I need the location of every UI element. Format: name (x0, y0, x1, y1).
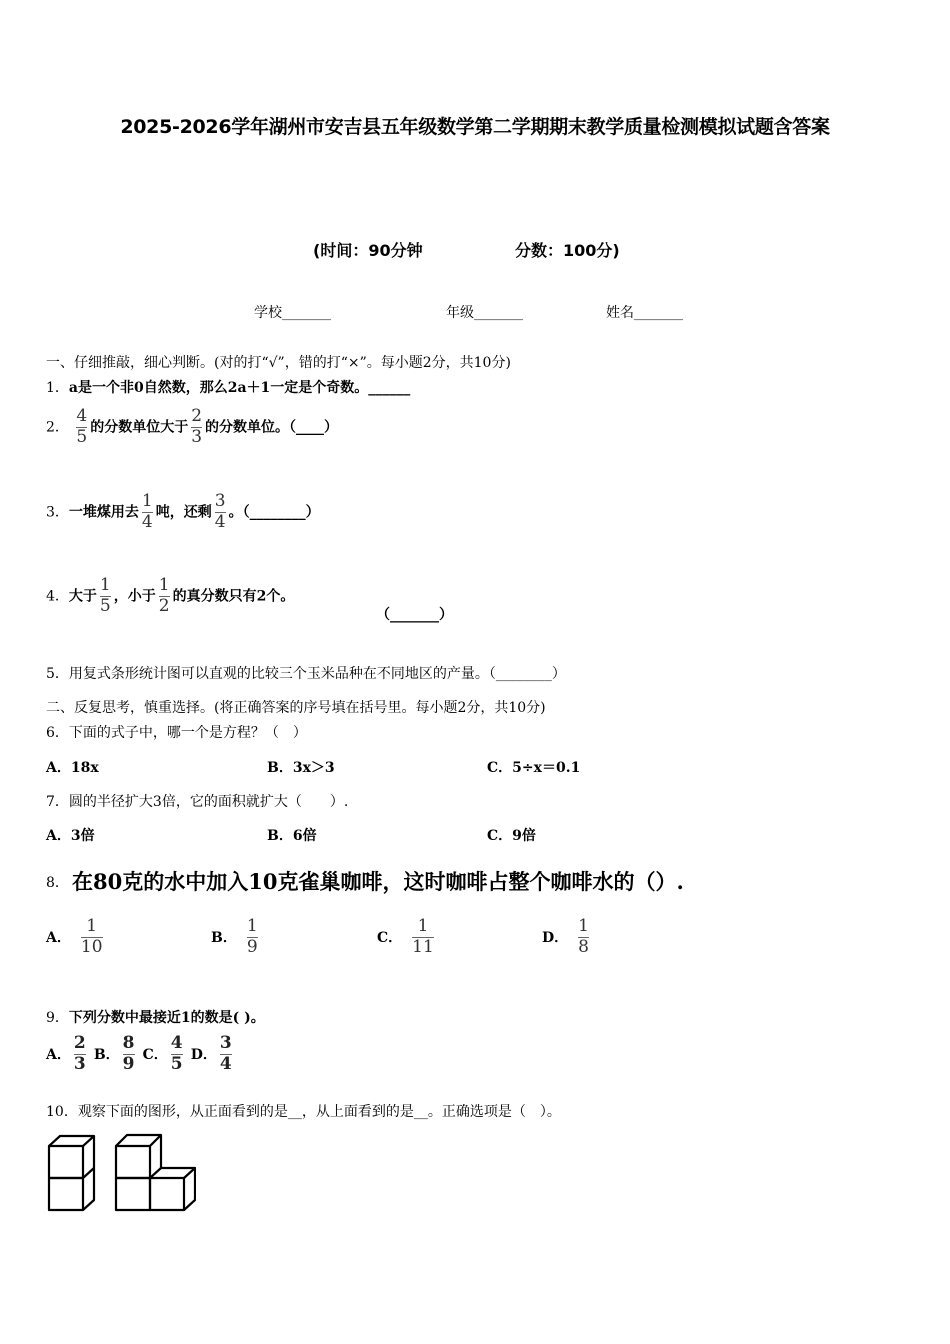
option-a: A．18x (46, 760, 99, 776)
option-a: A．3倍 (46, 828, 95, 844)
option-b: B． (93, 1046, 120, 1063)
option-c: C．9倍 (487, 828, 536, 844)
fraction: $\frac{3}{4}$ (219, 1033, 232, 1074)
question-number: 3． (46, 504, 69, 521)
question-number: 2． (46, 419, 69, 436)
exam-time: (时间：90分钟 (313, 241, 423, 260)
question-text: 的真分数只有2个。 (172, 588, 295, 605)
question-text: 下面的式子中，哪一个是方程？（ ） (68, 725, 307, 741)
question-6 (46, 722, 307, 742)
question-number: 1． (46, 380, 69, 396)
page-title: 2025-2026学年湖州市安吉县五年级数学第二学期期末教学质量检测模拟试题含答案 (120, 116, 830, 138)
question-number: 7． (46, 794, 69, 810)
cube-top (150, 1168, 195, 1178)
cube-face (116, 1146, 150, 1178)
question-number: 10． (46, 1104, 78, 1120)
cube-face (49, 1146, 83, 1178)
option-b: B． $\frac{1}{9}$ (211, 916, 258, 957)
cube-face (49, 1178, 83, 1210)
school-field: 学校_______ (254, 305, 331, 321)
question-number: 9． (46, 1010, 69, 1026)
question-text: 的分数单位大于 (90, 419, 189, 436)
question-4 (46, 577, 294, 616)
section1-heading: 一、仔细推敲，细心判断。(对的打“√”，错的打“×”。每小题2分，共10分) (46, 355, 511, 371)
question-2 (46, 408, 338, 447)
option-d: D． $\frac{1}{8}$ (542, 916, 589, 957)
answer-blank: 。（________） (228, 504, 320, 521)
question-text: 吨，还剩 (155, 504, 212, 521)
question-5 (46, 663, 566, 683)
option-b: B．6倍 (267, 828, 317, 844)
question-number: 6． (46, 725, 69, 741)
fraction: $\frac{1}{5}$ (99, 575, 111, 616)
fraction: $\frac{2}{3}$ (73, 1033, 86, 1074)
fraction: $\frac{1}{4}$ (141, 491, 153, 532)
exam-score: 分数：100分) (515, 241, 620, 260)
question-text: 用复式条形统计图可以直观的比较三个玉米品种在不同地区的产量。（________） (68, 666, 566, 682)
question-10 (46, 1101, 561, 1121)
cube-top (49, 1136, 94, 1146)
question-text: 观察下面的图形，从正面看到的是__，从上面看到的是__。正确选项是（ ）。 (77, 1104, 561, 1120)
option-a: A． (46, 1046, 71, 1063)
question-number: 8． (46, 875, 69, 891)
section2-heading: 二、反复思考，慎重选择。(将正确答案的序号填在括号里。每小题2分，共10分) (46, 700, 546, 716)
fraction: $\frac{4}{5}$ (170, 1033, 183, 1074)
answer-blank: （_______） (376, 607, 453, 623)
cube-face (150, 1178, 184, 1210)
cube-face (116, 1178, 150, 1210)
option-c: C． (142, 1046, 168, 1063)
cube-top (116, 1135, 161, 1146)
question-9-options (46, 1035, 235, 1074)
fraction: $\frac{2}{3}$ (191, 406, 203, 447)
cube-figure (46, 1130, 196, 1214)
name-field: 姓名_______ (606, 305, 683, 321)
option-c: C． $\frac{1}{11}$ (377, 916, 434, 957)
question-text: 圆的半径扩大3倍，它的面积就扩大（ ）. (68, 794, 349, 810)
answer-blank: 的分数单位。（____） (205, 419, 339, 436)
question-text: 一堆煤用去 (68, 504, 139, 521)
fraction: $\frac{3}{4}$ (214, 491, 226, 532)
question-number: 5． (46, 666, 69, 682)
question-text: ，小于 (113, 588, 156, 605)
question-1 (46, 377, 410, 397)
fraction: $\frac{1}{2}$ (158, 575, 170, 616)
question-number: 4． (46, 588, 69, 605)
option-b: B．3x＞3 (267, 760, 335, 776)
grade-field: 年级_______ (446, 305, 523, 321)
question-text: a是一个非0自然数，那么2a＋1一定是个奇数。______ (68, 380, 411, 396)
question-8-text: 在80克的水中加入10克雀巢咖啡，这时咖啡占整个咖啡水的（）. (72, 869, 684, 894)
question-text: 下列分数中最接近1的数是( )。 (68, 1010, 265, 1026)
question-7 (46, 791, 348, 811)
fraction: $\frac{8}{9}$ (122, 1033, 135, 1074)
option-d: D． (190, 1046, 217, 1063)
option-c: C．5÷x＝0.1 (487, 760, 581, 776)
fraction: $\frac{4}{5}$ (76, 406, 88, 447)
question-9 (46, 1007, 265, 1027)
option-a: A． $\frac{1}{10}$ (46, 916, 103, 957)
question-3 (46, 493, 320, 532)
question-text: 大于 (68, 588, 97, 605)
